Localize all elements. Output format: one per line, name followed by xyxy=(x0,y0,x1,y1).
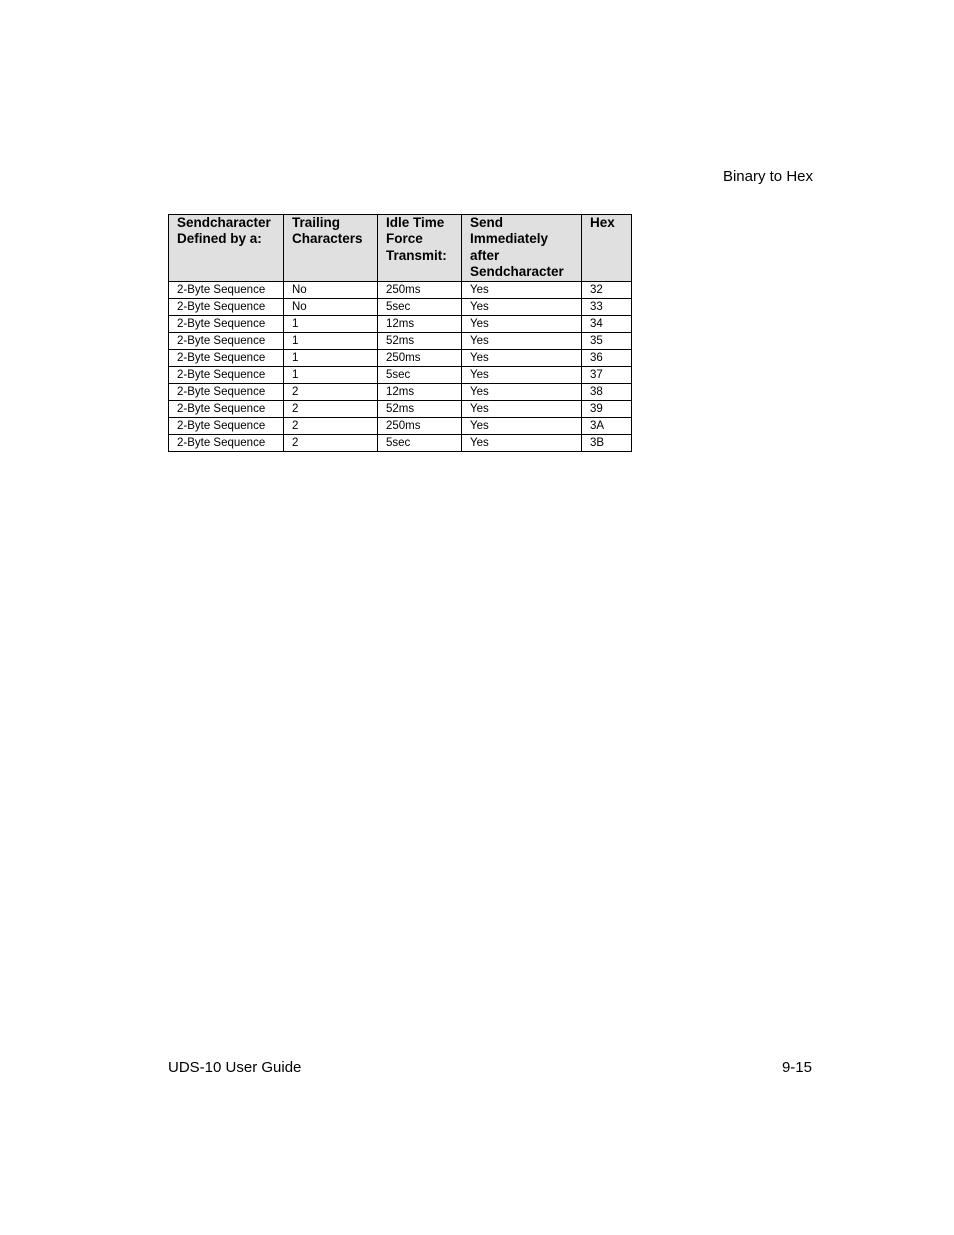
table-cell: 37 xyxy=(582,367,632,384)
table-cell: 2 xyxy=(284,435,378,452)
table-cell: 2-Byte Sequence xyxy=(169,282,284,299)
table-cell: 2-Byte Sequence xyxy=(169,299,284,316)
table-row xyxy=(169,333,632,350)
table-cell: 2-Byte Sequence xyxy=(169,435,284,452)
table-cell: 32 xyxy=(582,282,632,299)
column-header-send-immediately: Send Immediately after Sendcharacter xyxy=(462,215,582,282)
table-cell: 2-Byte Sequence xyxy=(169,401,284,418)
table-cell: 3B xyxy=(582,435,632,452)
table-cell: Yes xyxy=(462,316,582,333)
table-cell: 2 xyxy=(284,384,378,401)
table-header-row xyxy=(169,215,632,282)
footer-document-title: UDS-10 User Guide xyxy=(168,1059,302,1076)
table-cell: 5sec xyxy=(378,299,462,316)
table-row xyxy=(169,418,632,435)
table-cell: Yes xyxy=(462,384,582,401)
table-cell: 250ms xyxy=(378,350,462,367)
footer-page-number: 9-15 xyxy=(781,1059,812,1076)
table-row xyxy=(169,367,632,384)
table-cell: No xyxy=(284,282,378,299)
table-cell: 250ms xyxy=(378,418,462,435)
table-cell: 39 xyxy=(582,401,632,418)
table-row xyxy=(169,316,632,333)
table-row xyxy=(169,282,632,299)
table-cell: 12ms xyxy=(378,384,462,401)
column-header-sendcharacter: Sendcharacter Defined by a: xyxy=(169,215,284,282)
table-cell: Yes xyxy=(462,401,582,418)
table-cell: 33 xyxy=(582,299,632,316)
table-cell: 2 xyxy=(284,401,378,418)
table-cell: Yes xyxy=(462,282,582,299)
table-cell: Yes xyxy=(462,350,582,367)
table-cell: 2-Byte Sequence xyxy=(169,333,284,350)
table-cell: 5sec xyxy=(378,367,462,384)
table-cell: 2-Byte Sequence xyxy=(169,316,284,333)
table-row xyxy=(169,384,632,401)
table-cell: 1 xyxy=(284,333,378,350)
table-cell: 3A xyxy=(582,418,632,435)
table-cell: 2-Byte Sequence xyxy=(169,350,284,367)
table-cell: Yes xyxy=(462,435,582,452)
table-cell: 12ms xyxy=(378,316,462,333)
table-cell: 2 xyxy=(284,418,378,435)
running-header: Binary to Hex xyxy=(722,168,813,185)
column-header-hex: Hex xyxy=(582,215,632,282)
table-cell: 2-Byte Sequence xyxy=(169,367,284,384)
column-header-trailing-characters: Trailing Characters xyxy=(284,215,378,282)
table-cell: 52ms xyxy=(378,401,462,418)
table-cell: 38 xyxy=(582,384,632,401)
table-cell: 1 xyxy=(284,316,378,333)
table-cell: 250ms xyxy=(378,282,462,299)
table-cell: 52ms xyxy=(378,333,462,350)
table-cell: 34 xyxy=(582,316,632,333)
table-cell: 2-Byte Sequence xyxy=(169,384,284,401)
table-row xyxy=(169,435,632,452)
table-cell: No xyxy=(284,299,378,316)
table-cell: 35 xyxy=(582,333,632,350)
column-header-idle-time: Idle Time Force Transmit: xyxy=(378,215,462,282)
table-cell: 1 xyxy=(284,350,378,367)
table-cell: 1 xyxy=(284,367,378,384)
table-row xyxy=(169,401,632,418)
table-cell: 2-Byte Sequence xyxy=(169,418,284,435)
table-cell: 5sec xyxy=(378,435,462,452)
table-cell: Yes xyxy=(462,299,582,316)
sendcharacter-hex-table xyxy=(168,214,632,452)
table-row xyxy=(169,299,632,316)
table-cell: Yes xyxy=(462,418,582,435)
table-row xyxy=(169,350,632,367)
table-cell: 36 xyxy=(582,350,632,367)
table-cell: Yes xyxy=(462,367,582,384)
table-cell: Yes xyxy=(462,333,582,350)
